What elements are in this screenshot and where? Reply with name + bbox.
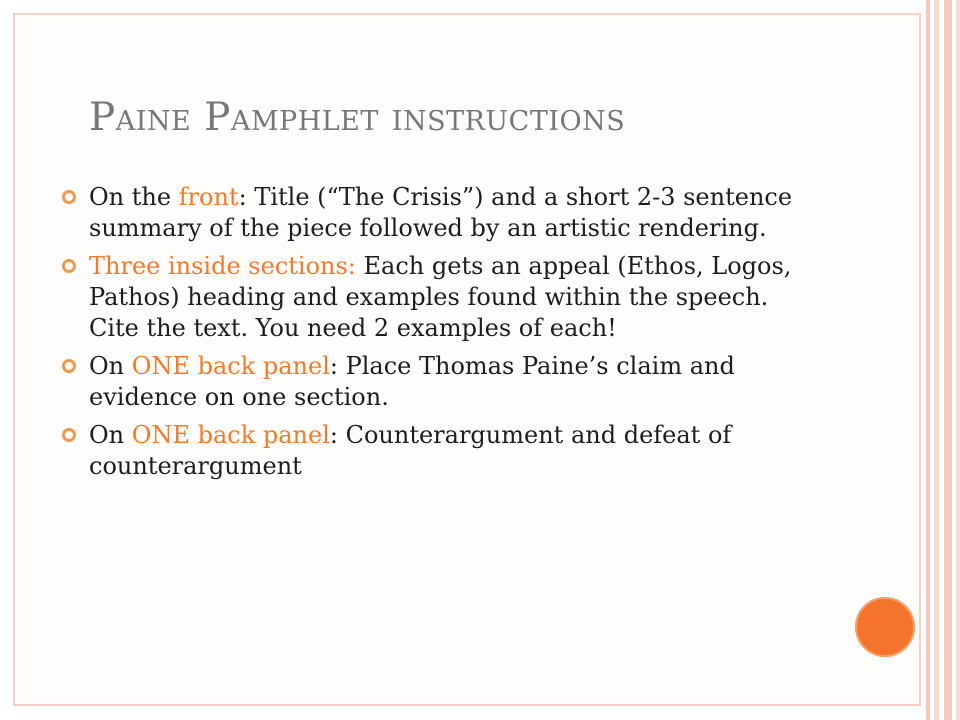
- ring-bullet-icon: [62, 359, 76, 373]
- ring-bullet-icon: [62, 428, 76, 442]
- bullet-text: : Place Thomas Paine’s claim and evidence on one section.: [89, 352, 735, 411]
- instruction-list: [60, 182, 820, 489]
- stripe: [944, 0, 952, 720]
- bullet-prefix: On the: [89, 183, 179, 211]
- ring-bullet-icon: [62, 259, 76, 273]
- bullet-text: : Title (“The Crisis”) and a short 2-3 sentence summary of the piece followed by an artistic rendering.: [89, 183, 793, 242]
- bullet-highlight: ONE back panel: [131, 421, 330, 449]
- bullet-highlight: Three inside sections:: [89, 252, 356, 280]
- right-decorative-stripes: [926, 0, 960, 720]
- bullet-prefix: On: [89, 352, 132, 380]
- ring-bullet-icon: [62, 190, 76, 204]
- bullet-inside-sections: [60, 251, 820, 344]
- orange-circle-decoration: [855, 597, 915, 657]
- stripe: [934, 0, 939, 720]
- stripe: [956, 0, 960, 720]
- bullet-highlight: front: [178, 183, 239, 211]
- bullet-highlight: ONE back panel: [131, 352, 330, 380]
- bullet-back-panel-counterargument: [60, 420, 820, 482]
- bullet-text: : Counterargument and defeat of counterargument: [89, 421, 732, 480]
- bullet-front: [60, 182, 820, 244]
- bullet-prefix: On: [89, 421, 132, 449]
- bullet-text: Each gets an appeal (Ethos, Logos, Pathos) heading and examples found within the speech. Cite the text. You need 2 examples of each!: [89, 252, 792, 342]
- stripe: [926, 0, 930, 720]
- slide-title: Paine Pamphlet instructions: [89, 95, 626, 140]
- bullet-back-panel-claim: [60, 351, 820, 413]
